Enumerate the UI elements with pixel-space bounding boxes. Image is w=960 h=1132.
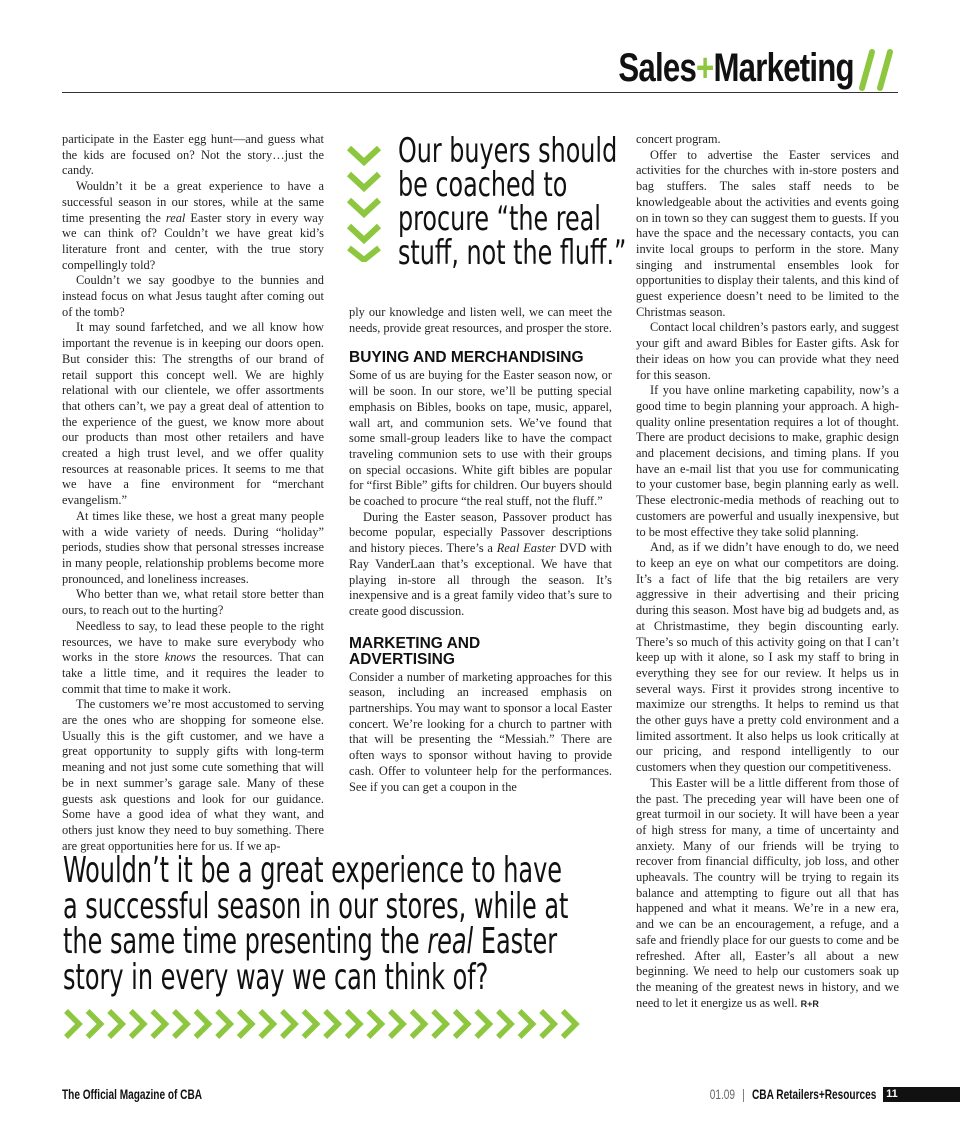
header-rule	[62, 92, 898, 93]
paragraph: concert program.	[636, 132, 721, 146]
chevron-right-icon	[368, 1011, 381, 1037]
chevron-right-icon	[325, 1011, 338, 1037]
pull-quote-bottom	[63, 850, 569, 998]
paragraph: Needless to say, to lead these people to the right resources, we have to make sure everybody who works in the store knows the resources. That can take a little time, and it requires the leader to commit that time to make it work.	[62, 618, 324, 696]
pull-quote-line: stuff, not the fluff.”	[398, 233, 627, 273]
footer-magazine-name: CBA Retailers+Resources	[751, 1086, 876, 1102]
pull-quote-line: a successful season in our stores, while at	[63, 885, 569, 927]
pull-quote-line: story in every way we can think of?	[63, 956, 489, 998]
column-2	[349, 305, 612, 795]
page-number: 11	[883, 1087, 901, 1102]
chevron-right-icon	[174, 1011, 187, 1037]
section-heading-buying: BUYING AND MERCHANDISING	[349, 349, 584, 367]
chevron-right-icon	[131, 1011, 144, 1037]
paragraph: Wouldn’t it be a great experience to have a successful season in our stores, while at the same time presenting the real Easter story in every way we can think of? Couldn’t we have great kid’s literature front and center, with the true story compellingly told?	[62, 179, 324, 272]
chevron-right-icon	[541, 1011, 554, 1037]
pull-quote-line: Our buyers should	[398, 131, 618, 171]
chevron-right-icon	[347, 1011, 360, 1037]
paragraph: participate in the Easter egg hunt—and guess what the kids are focused on? Not the story…just the candy.	[62, 132, 324, 178]
pull-quote-top	[398, 131, 627, 273]
chevron-right-icon	[260, 1011, 273, 1037]
chevron-right-icon	[152, 1011, 165, 1037]
chevron-right-icon	[282, 1011, 295, 1037]
paragraph: The customers we’re most accustomed to serving are the ones who are shopping for someone else. Usually this is the gift customer, and we have a great opportunity to supply gifts with long-term meaning and not just some cute something that will be in next summer’s garage sale. Many of these guests ask questions and look for our guidance. Some have a good idea of what they want, and others just know they need to buy something. There are great opportunities here for us. If we ap-	[62, 697, 324, 853]
section-title-plus: +	[696, 46, 714, 90]
paragraph: Couldn’t we say goodbye to the bunnies and instead focus on what Jesus taught after coming out of the tomb?	[62, 273, 324, 319]
footer-issue-date: 01.09	[709, 1086, 735, 1102]
chevron-down-stack-icon	[346, 144, 382, 262]
paragraph: And, as if we didn’t have enough to do, we need to keep an eye on what our competitors are doing. It’s a fact of life that the big retailers are very aggressive in their advertising and their pricing during this season. Most have big ad budgets and, as at Christmastime, they begin discounting early. There’s so much of this activity going on that I can’t keep up with it alone, so I ask my staff to bring in everything they see for our review. It helps us in several ways. First it provides strong incentive to maximize our strengths. It helps to remind us that the other guys have a pretty cold environment and a limited assortment. It also helps us look critically at our pricing, and respond intelligently to our customers when they question our competitiveness.	[636, 540, 899, 775]
pull-quote-line: Wouldn’t it be a great experience to have	[63, 850, 563, 891]
double-slash-icon	[858, 48, 898, 92]
chevron-right-icon	[88, 1011, 101, 1037]
paragraph: Consider a number of marketing approaches for this season, including an increased emphasis on partnerships. You may want to sponsor a local Easter concert. We’re looking for a church to partner with that will be presenting the “Messiah.” There are often ways to sponsor without having to provide cash. Offer to volunteer help for the performances. See if you can get a coupon in the	[349, 669, 612, 794]
paragraph: Who better than we, what retail store better than ours, to reach out to the hurting?	[62, 587, 324, 618]
section-title	[619, 46, 854, 91]
paragraph: ply our knowledge and listen well, we can meet the needs, provide great resources, and prosper the store.	[349, 305, 612, 335]
pull-quote-line: procure “the real	[398, 199, 601, 239]
chevron-right-row-icon	[64, 1008, 594, 1040]
paragraph: Offer to advertise the Easter services and activities for the churches with in-store posters and bag stuffers. The sales staff needs to be knowledgeable about the activities and events going on in town so they can suggest them to guests. If you have the space and the necessary contacts, you can invite local groups to perform in the store. Many singing and instrumental ensembles look for opportunities to display their talents, and this kind of guest experience doesn’t need to be limited to the Christmas season.	[636, 147, 899, 319]
section-heading-marketing: MARKETING AND ADVERTISING	[349, 634, 481, 668]
chevron-right-icon	[563, 1011, 576, 1037]
pull-quote-line: be coached to	[398, 165, 568, 205]
chevron-right-icon	[109, 1011, 122, 1037]
paragraph: At times like these, we host a great many people with a wide variety of needs. During “holiday” periods, studies show that personal stresses increase in many people, relationship problems become more pronounced, and loneliness increases.	[62, 508, 324, 586]
chevron-right-icon	[239, 1011, 252, 1037]
chevron-right-icon	[455, 1011, 468, 1037]
paragraph: If you have online marketing capability, now’s a good time to begin planning your approach. A high-quality online presentation requires a lot of thought. There are product decisions to make, graphic design and placement decisions, and timing plans. If you have an e-mail list that you use for communicating to your customer base, begin planning early as well. These electronic-media methods of reaching out to customers are powerful and usually inexpensive, but to be most effective they take solid planning.	[636, 383, 899, 539]
paragraph: Contact local children’s pastors early, and suggest your gift and award Bibles for Easter gifts. Ask for their ideas on how you can provide what they need for this season.	[636, 320, 899, 382]
chevron-right-icon	[498, 1011, 511, 1037]
paragraph: During the Easter season, Passover product has become popular, especially Passover descriptions and history pieces. There’s a Real Easter DVD with Ray VanderLaan that’s exceptional. We have that playing in-store all through the season. It’s inexpensive and is a great family video that’s sure to create good discussion.	[349, 509, 612, 618]
column-1	[62, 132, 324, 854]
pull-quote-line: the same time presenting the real Easter	[63, 921, 558, 962]
chevron-right-icon	[520, 1011, 533, 1037]
section-title-part1: Sales	[618, 46, 697, 90]
end-mark: R+R	[800, 998, 819, 1009]
chevron-right-icon	[66, 1011, 79, 1037]
chevron-right-icon	[390, 1011, 403, 1037]
paragraph: It may sound farfetched, and we all know how important the revenue is in keeping our doors open. But consider this: The strengths of our brand of retail support this concept well. We are highly relational with our clientele, we offer assortments that others can’t, we pay a great deal of attention to the experience of the guest, we know more about our products than most other retailers and have created a high trust level, and we offer quality resources at reasonable prices. It seems to me that we have a fine environment for “merchant evangelism.”	[62, 320, 324, 508]
chevron-right-icon	[412, 1011, 425, 1037]
chevron-right-icon	[304, 1011, 317, 1037]
chevron-right-icon	[196, 1011, 209, 1037]
paragraph: Some of us are buying for the Easter season now, or will be soon. In our store, we’ll be putting special emphasis on Bibles, books on tape, music, apparel, wall art, and communion sets. We’ve found that some small-group leaders like to have the compact traveling communion sets to use with their groups on special occasions. White gift bibles are popular for “first Bible” gifts for children. Our buyers should be coached to procure “the real stuff, not the fluff.”	[349, 368, 612, 509]
paragraph: This Easter will be a little different from those of the past. The preceding year will have been one of great turmoil in our society. It will have been a year of high stress for many, a time of uncertainty and anxiety. Many of our friends will be trying to recover from financial difficulty, job loss, and other upheavals. The country will be trying to regain its balance and attempting to figure out all that has happened and what it means. We’re in a new era, and we can be an encouragement, a refuge, and a safe and friendly place for our guests to come and be refreshed. After all, Easter’s all about a new beginning. We need to help our customers soak up the meaning of the greatest news in history, and we need to let it energize us as well. R+R	[636, 775, 899, 1010]
chevron-right-icon	[433, 1011, 446, 1037]
footer-issue-info	[709, 1086, 876, 1102]
footer-separator: |	[741, 1086, 745, 1102]
chevron-right-icon	[476, 1011, 489, 1037]
section-title-part2: Marketing	[713, 46, 854, 90]
chevron-right-icon	[217, 1011, 230, 1037]
column-3	[636, 132, 899, 1012]
footer-magazine-tagline: The Official Magazine of CBA	[62, 1086, 203, 1102]
